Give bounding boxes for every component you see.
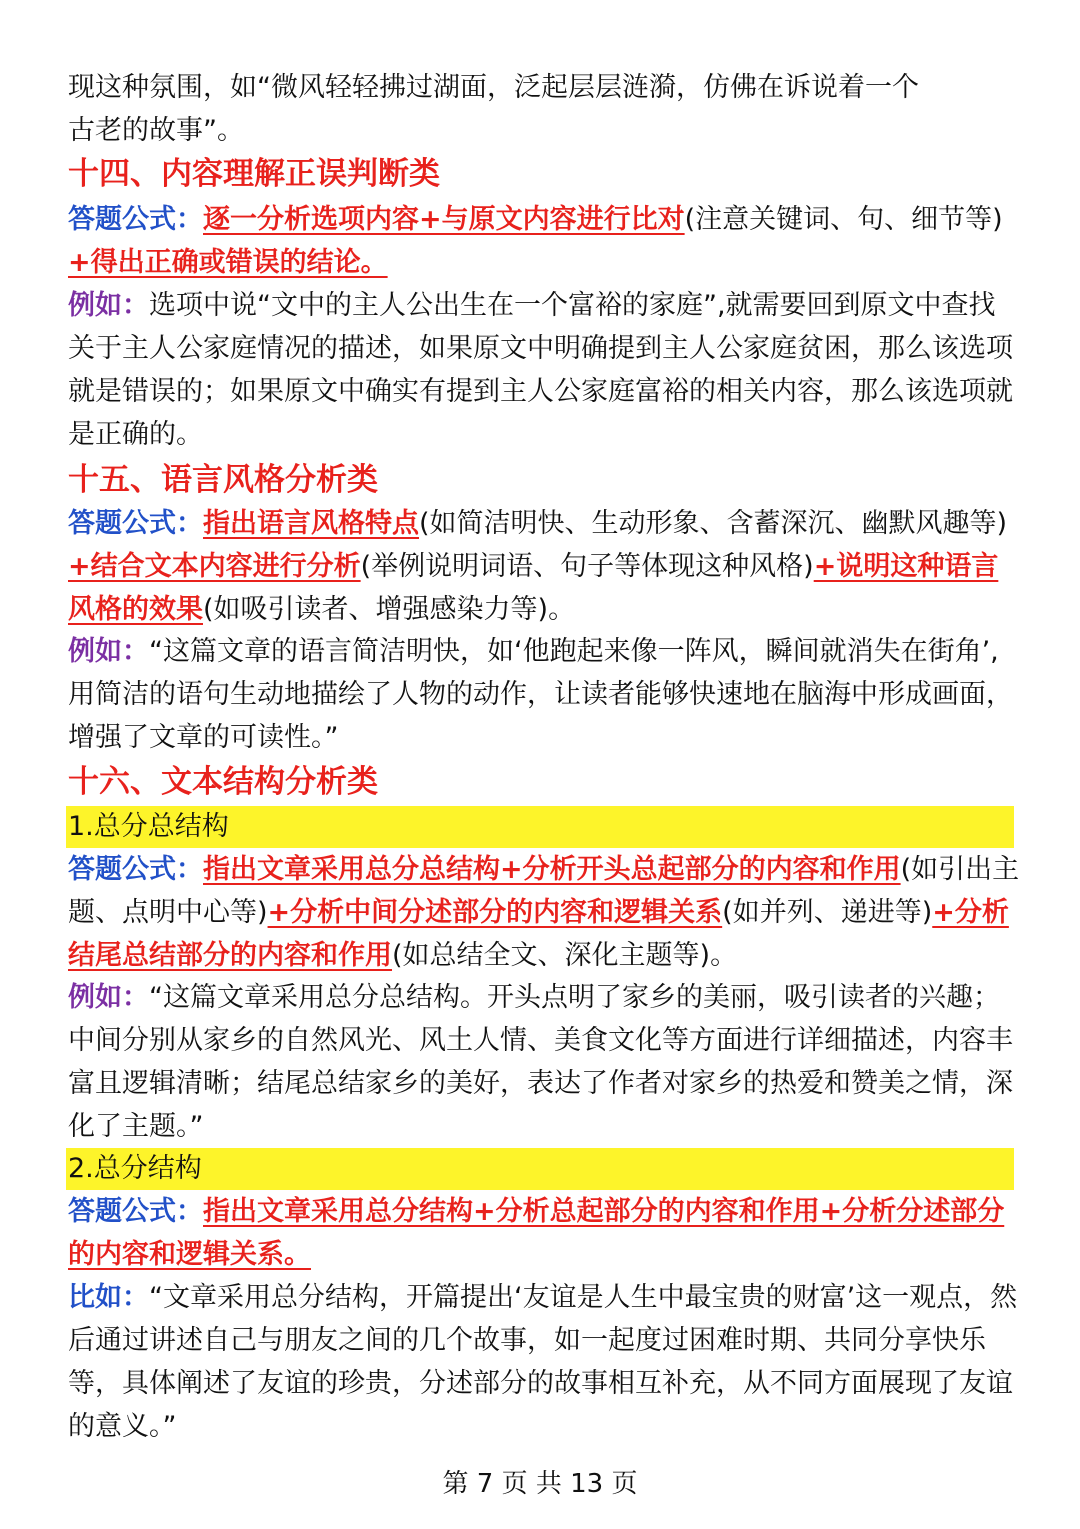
intro-line-1: 现这种氛围，如“微风轻轻拂过湖面，泛起层层涟漪，仿佛在诉说着一个 <box>68 72 919 103</box>
example-label: 例如： <box>68 290 149 321</box>
example-label: 例如： <box>68 636 149 667</box>
section-15-example <box>68 630 1020 759</box>
example-text: “文章采用总分结构，开篇提出‘友谊是人生中最宝贵的财富’这一观点，然后通过讲述自己与朋友之间的几个故事，如一起度过困难时期、共同分享快乐等，具体阐述了友谊的珍贵，分述部分的故事相互补充，从不同方面展现了友谊的意义。” <box>68 1282 1018 1442</box>
formula-note: (如简洁明快、生动形象、含蓄深沉、幽默风趣等) <box>419 508 1008 539</box>
subsection-1-title: 1.总分总结构 <box>66 806 1014 848</box>
section-15-formula <box>68 502 1020 631</box>
intro-paragraph <box>68 66 1020 152</box>
subsection-2-formula <box>68 1190 1020 1276</box>
formula-part: 指出语言风格特点 <box>203 508 419 539</box>
formula-note: (如并列、递进等) <box>722 897 933 928</box>
formula-part: +得出正确或错误的结论。 <box>68 247 388 278</box>
formula-part: +分析中间分述部分的内容和逻辑关系 <box>267 897 723 928</box>
section-14-formula <box>68 198 1020 284</box>
section-16-heading: 十六、文本结构分析类 <box>68 764 378 800</box>
formula-part: +分析结尾总结部分的内容和作用 <box>68 897 1009 971</box>
formula-note: (如吸引读者、增强感染力等)。 <box>203 594 576 625</box>
formula-note: (如总结全文、深化主题等)。 <box>392 940 738 971</box>
example-label: 比如： <box>68 1282 149 1313</box>
formula-label: 答题公式： <box>68 204 203 235</box>
formula-label: 答题公式： <box>68 508 203 539</box>
formula-part: 指出文章采用总分结构+分析总起部分的内容和作用+分析分述部分的内容和逻辑关系。 <box>68 1196 1005 1270</box>
example-text: “这篇文章的语言简洁明快，如‘他跑起来像一阵风，瞬间就消失在街角’,用简洁的语句生动地描绘了人物的动作，让读者能够快速地在脑海中形成画面，增强了文章的可读性。” <box>68 636 1013 753</box>
section-14-heading: 十四、内容理解正误判断类 <box>68 156 440 192</box>
formula-part: 指出文章采用总分总结构+分析开头总起部分的内容和作用 <box>203 854 901 885</box>
formula-note: (注意关键词、句、细节等) <box>684 204 1003 235</box>
subsection-2-title: 2.总分结构 <box>66 1148 1014 1190</box>
formula-label: 答题公式： <box>68 1196 203 1227</box>
subsection-1-formula <box>68 848 1020 977</box>
subsection-2-example <box>68 1276 1020 1448</box>
page-number: 第 7 页 共 13 页 <box>442 1469 638 1499</box>
intro-line-2: 古老的故事”。 <box>68 115 244 146</box>
formula-part: +结合文本内容进行分析 <box>68 551 361 582</box>
formula-part: 逐一分析选项内容+与原文内容进行比对 <box>203 204 685 235</box>
example-text: 选项中说“文中的主人公出生在一个富裕的家庭”,就需要回到原文中查找关于主人公家庭情况的描述，如果原文中明确提到主人公家庭贫困，那么该选项就是错误的；如果原文中确实有提到主人公家庭富裕的相关内容，那么该选项就是正确的。 <box>68 290 1013 450</box>
section-14-example <box>68 284 1020 456</box>
example-label: 例如： <box>68 982 149 1013</box>
formula-note: (如引出主题、点明中心等) <box>68 854 1020 928</box>
formula-part: +说明这种语言风格的效果 <box>68 551 999 625</box>
subsection-1-example <box>68 976 1020 1148</box>
example-text: “这篇文章采用总分总结构。开头点明了家乡的美丽，吸引读者的兴趣；中间分别从家乡的自然风光、风土人情、美食文化等方面进行详细描述，内容丰富且逻辑清晰；结尾总结家乡的美好，表达了作者对家乡的热爱和赞美之情，深化了主题。” <box>68 982 1013 1142</box>
formula-note: (举例说明词语、句子等体现这种风格) <box>360 551 814 582</box>
formula-label: 答题公式： <box>68 854 203 885</box>
section-15-heading: 十五、语言风格分析类 <box>68 462 378 498</box>
